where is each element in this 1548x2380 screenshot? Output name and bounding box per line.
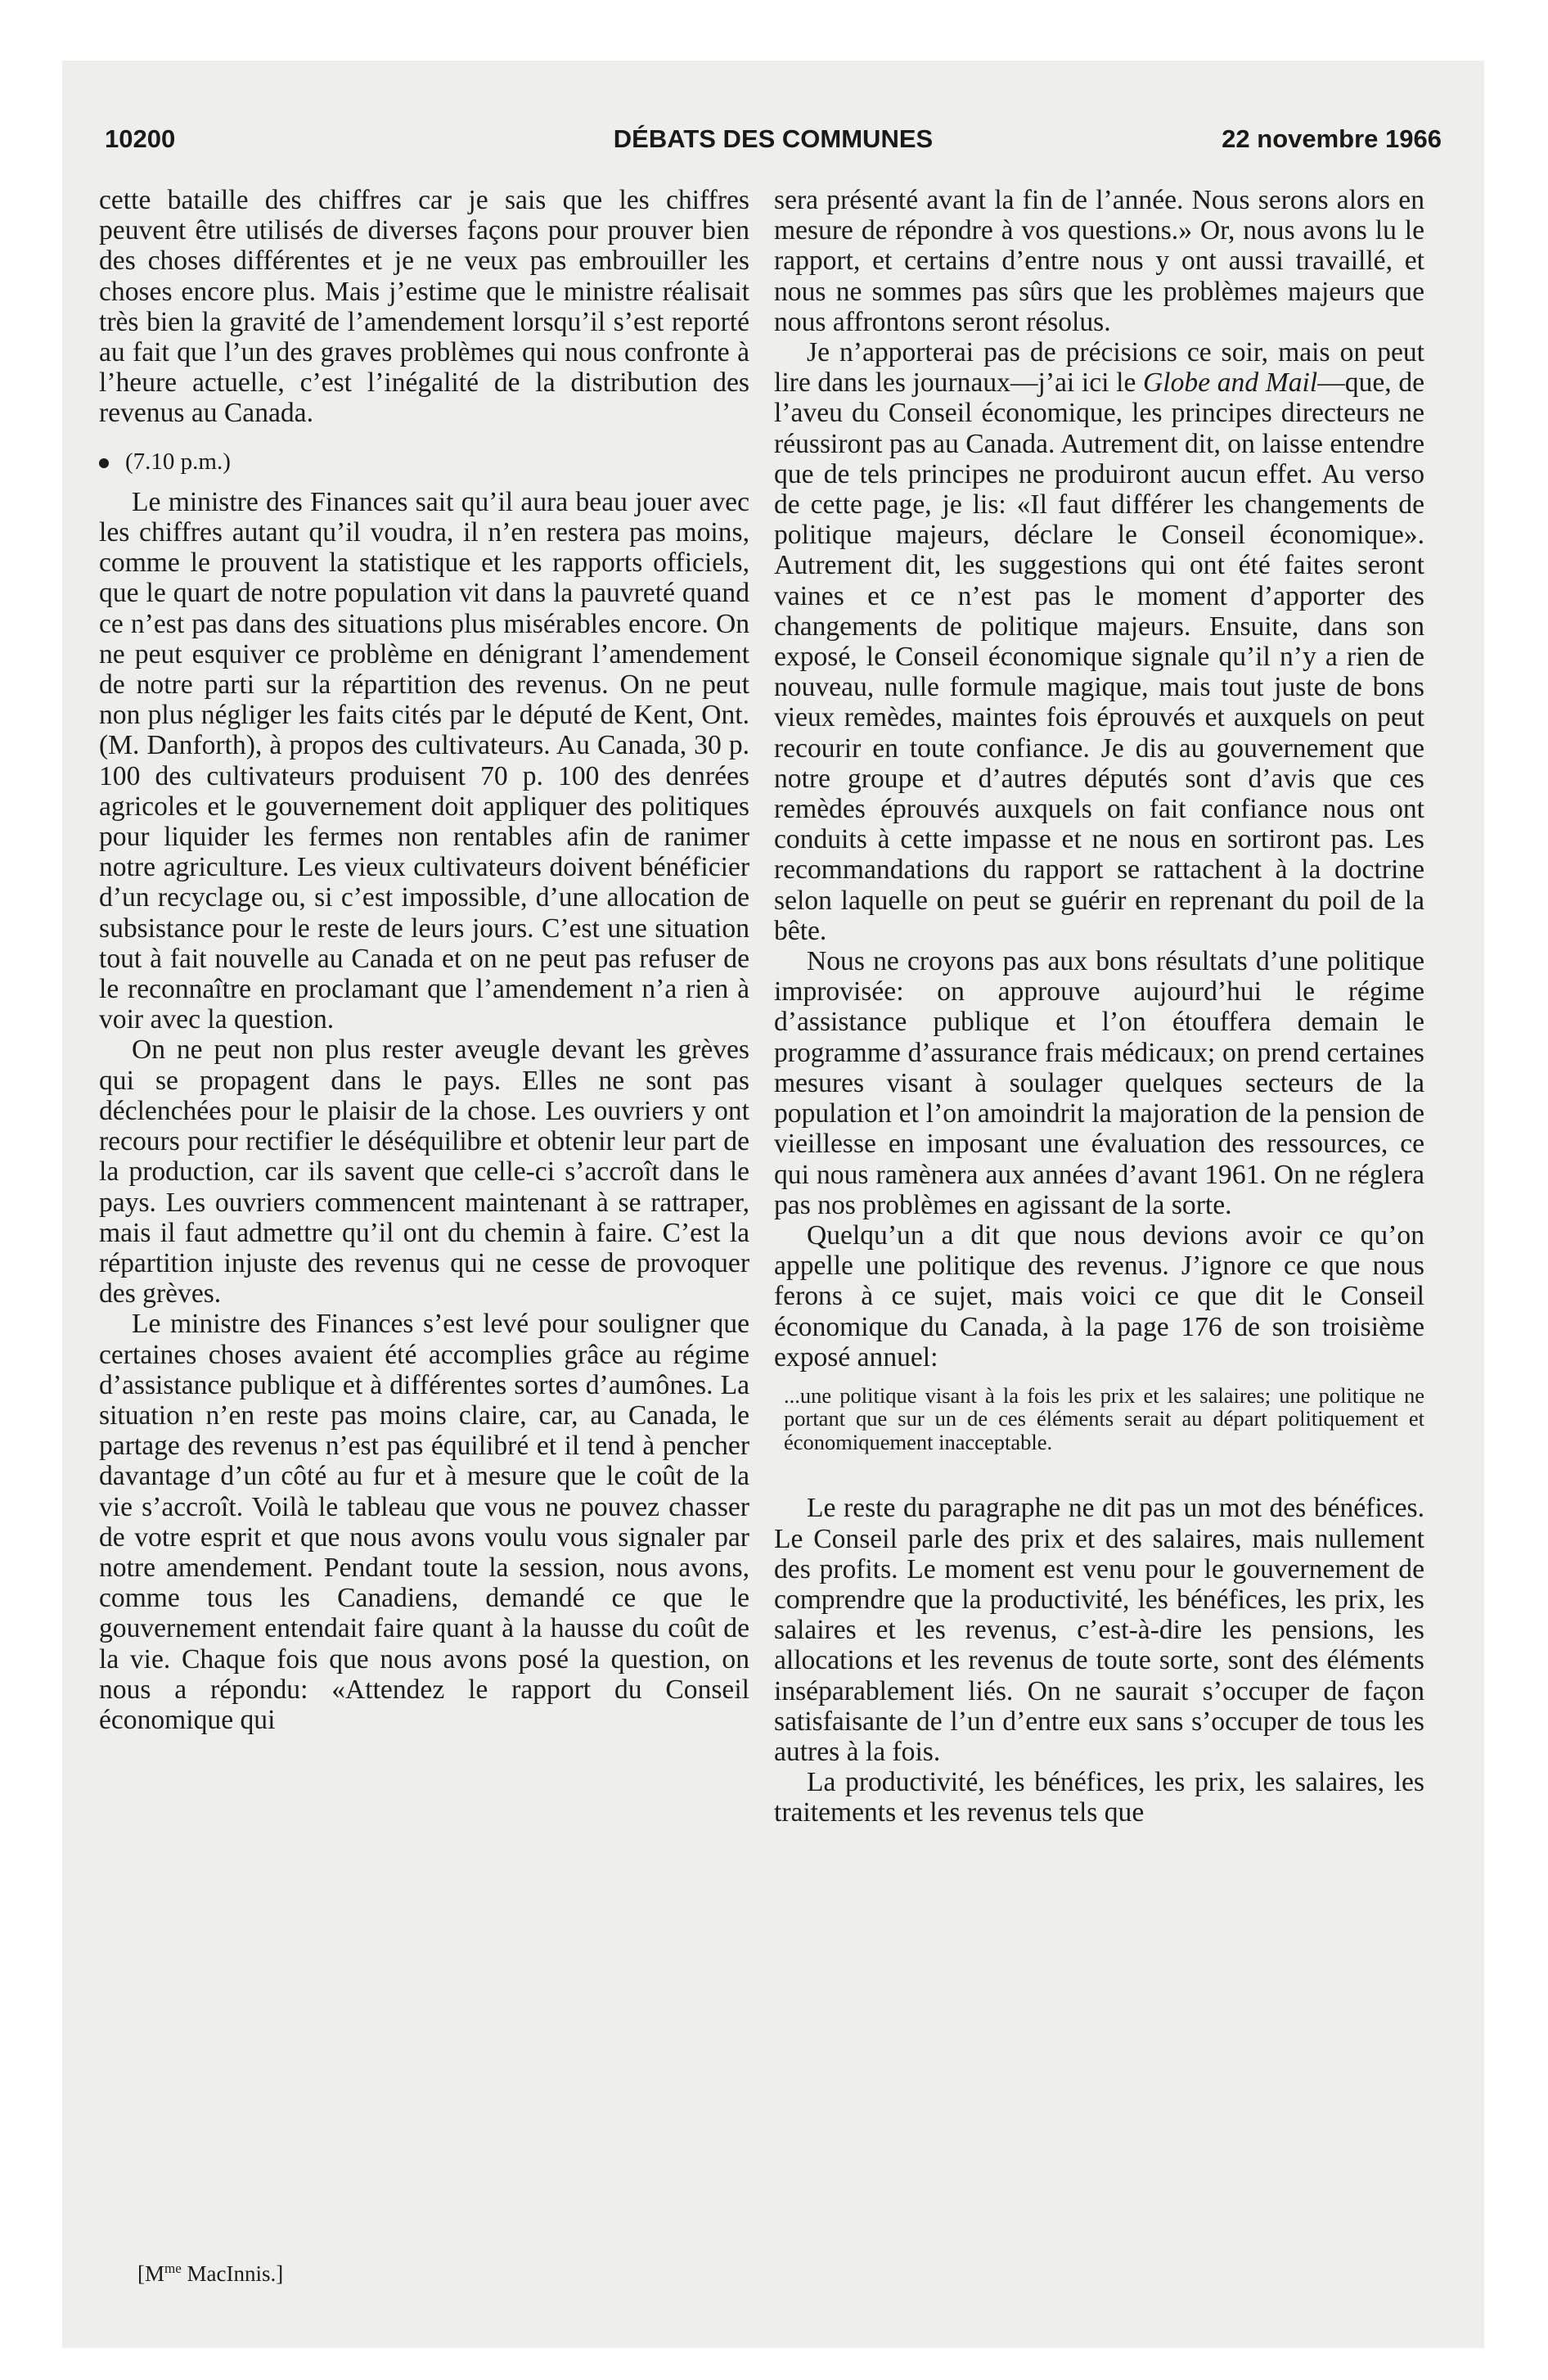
bullet-icon xyxy=(99,458,109,468)
paragraph: sera présenté avant la fin de l’année. Nous serons alors en mesure de répondre à vos questions.» Or, nous avons lu le rapport, et certains d’entre nous y ont aussi travaillé, et nous ne sommes pas sûrs que les problèmes majeurs que nous affrontons seront résolus. xyxy=(774,185,1424,337)
time-mark xyxy=(99,447,749,477)
speaker-attribution: [$M^{me}$ MacInnis.] xyxy=(137,2261,284,2286)
paragraph: Le reste du paragraphe ne dit pas un mot des bénéfices. Le Conseil parle des prix et des salaires, mais nullement des profits. Le moment est venu pour le gouvernement de comprendre que la productivité, les bénéfices, les prix, les salaires et les revenus, c’est-à-dire les pensions, les allocations et les revenus de toute sorte, sont des éléments inséparablement liés. On ne saurait s’occuper de façon satisfaisante de l’un d’entre eux sans s’occuper de tous les autres à la fois. xyxy=(774,1493,1424,1768)
paragraph: Le ministre des Finances s’est levé pour souligner que certaines choses avaient été accomplies grâce au régime d’assistance publique et à différentes sortes d’aumônes. La situation n’en reste pas moins claire, car, au Canada, le partage des revenus n’est pas équilibré et il tend à pencher davantage d’un côté au fur et à mesure que le coût de la vie s’accroît. Voilà le tableau que vous ne pouvez chasser de votre esprit et que nous avons voulu vous signaler par notre amendement. Pendant toute la session, nous avons, comme tous les Canadiens, demandé ce que le gouvernement entendait faire quant à la hausse du coût de la vie. Chaque fois que nous avons posé la question, on nous a répondu: «Attendez le rapport du Conseil économique qui xyxy=(99,1309,749,1735)
paragraph-text: Je n’apporterai pas de précisions ce soir, mais on peut lire dans les journaux—j’ai ici le xyxy=(774,337,1424,399)
paragraph: Le ministre des Finances sait qu’il aura beau jouer avec les chiffres autant qu’il voudra, il n’en restera pas moins, comme le prouvent la statistique et les rapports officiels, que le quart de notre population vit dans la pauvreté quand ce n’est pas dans des situations plus misérables encore. On ne peut esquiver ce problème en dénigrant l’amendement de notre parti sur la répartition des revenus. On ne peut non plus négliger les faits cités par le député de Kent, Ont. (M. Danforth), à propos des cultivateurs. Au Canada, 30 p. 100 des cultivateurs produisent 70 p. 100 des denrées agricoles et le gouvernement doit appliquer des politiques pour liquider les fermes non rentables afin de ranimer notre agriculture. Les vieux cultivateurs doivent bénéficier d’un recyclage ou, si c’est impossible, d’une allocation de subsistance pour le reste de leurs jours. C’est une situation tout à fait nouvelle au Canada et on ne peut pas refuser de le reconnaître en proclamant que l’amendement n’a rien à voir avec la question. xyxy=(99,486,749,1035)
right-column xyxy=(774,185,1424,1828)
paragraph: La productivité, les bénéfices, les prix, les salaires, les traitements et les revenus tels que xyxy=(774,1767,1424,1828)
paragraph: Nous ne croyons pas aux bons résultats d’une politique improvisée: on approuve aujourd’hui le régime d’assistance publique et l’on étouffera demain le programme d’assurance frais médicaux; on prend certaines mesures visant à soulager quelques secteurs de la population et l’on amoindrit la majoration de la pension de vieillesse en imposant une évaluation des ressources, ce qui nous ramènera aux années d’avant 1961. On ne réglera pas nos problèmes en agissant de la sorte. xyxy=(774,946,1424,1220)
page-header xyxy=(105,124,1442,165)
block-quote: ...une politique visant à la fois les prix et les salaires; une politique ne portant que sur un de ces éléments serait au départ politiquement et économiquement inacceptable. xyxy=(784,1382,1424,1454)
publication-title: DÉBATS DES COMMUNES xyxy=(613,124,934,153)
paragraph: cette bataille des chiffres car je sais que les chiffres peuvent être utilisés de diverses façons pour prouver bien des choses différentes et je ne veux pas embrouiller les choses encore plus. Mais j’estime que le ministre réalisait très bien la gravité de l’amendement lorsqu’il s’est reporté au fait que l’un des graves problèmes qui nous confronte à l’heure actuelle, c’est l’inégalité de la distribution des revenus au Canada. xyxy=(99,185,749,429)
page-sheet xyxy=(62,61,1484,2348)
newspaper-title: Globe and Mail xyxy=(1143,367,1318,399)
page-number: 10200 xyxy=(105,124,176,153)
page-date: 22 novembre 1966 xyxy=(1222,124,1442,153)
time-mark-text: (7.10 p.m.) xyxy=(125,448,231,475)
left-column xyxy=(99,185,749,1735)
paragraph: Quelqu’un a dit que nous devions avoir ce qu’on appelle une politique des revenus. J’ignore ce que nous ferons à ce sujet, mais voici ce que dit le Conseil économique du Canada, à la page 176 de son troisième exposé annuel: xyxy=(774,1219,1424,1373)
paragraph xyxy=(774,337,1424,946)
paragraph: On ne peut non plus rester aveugle devant les grèves qui se propagent dans le pays. Elles ne sont pas déclenchées pour le plaisir de la chose. Les ouvriers y ont recours pour rectifier le déséquilibre et obtenir leur part de la production, car ils savent que celle-ci s’accroît dans le pays. Les ouvriers commencent maintenant à se rattraper, mais il faut admettre qu’il ont du chemin à faire. C’est la répartition injuste des revenus qui ne cesse de provoquer des grèves. xyxy=(99,1034,749,1309)
paragraph-text: —que, de l’aveu du Conseil économique, les principes directeurs ne réussiront pas au Canada. Autrement dit, on laisse entendre que de tels principes ne produiront aucun effet. Au verso de cette page, je lis: «Il faut différer les changements de politique majeurs, déclare le Conseil économique». Autrement dit, les suggestions qui ont été faites seront vaines et ce n’est pas le moment d’apporter des changements de politique majeurs. Ensuite, dans son exposé, le Conseil économique signale qu’il n’y a rien de nouveau, nulle formule magique, mais tout juste de bons vieux remèdes, maintes fois éprouvés et auxquels on peut recourir en toute confiance. Je dis au gouvernement que notre groupe et d’autres députés sont d’avis que ces remèdes éprouvés auxquels on fait confiance nous ont conduits à cette impasse et ne nous en sortiront pas. Les recommandations du rapport se rattachent à la doctrine selon laquelle on peut se guérir en reprenant du poil de la bête. xyxy=(774,367,1425,946)
